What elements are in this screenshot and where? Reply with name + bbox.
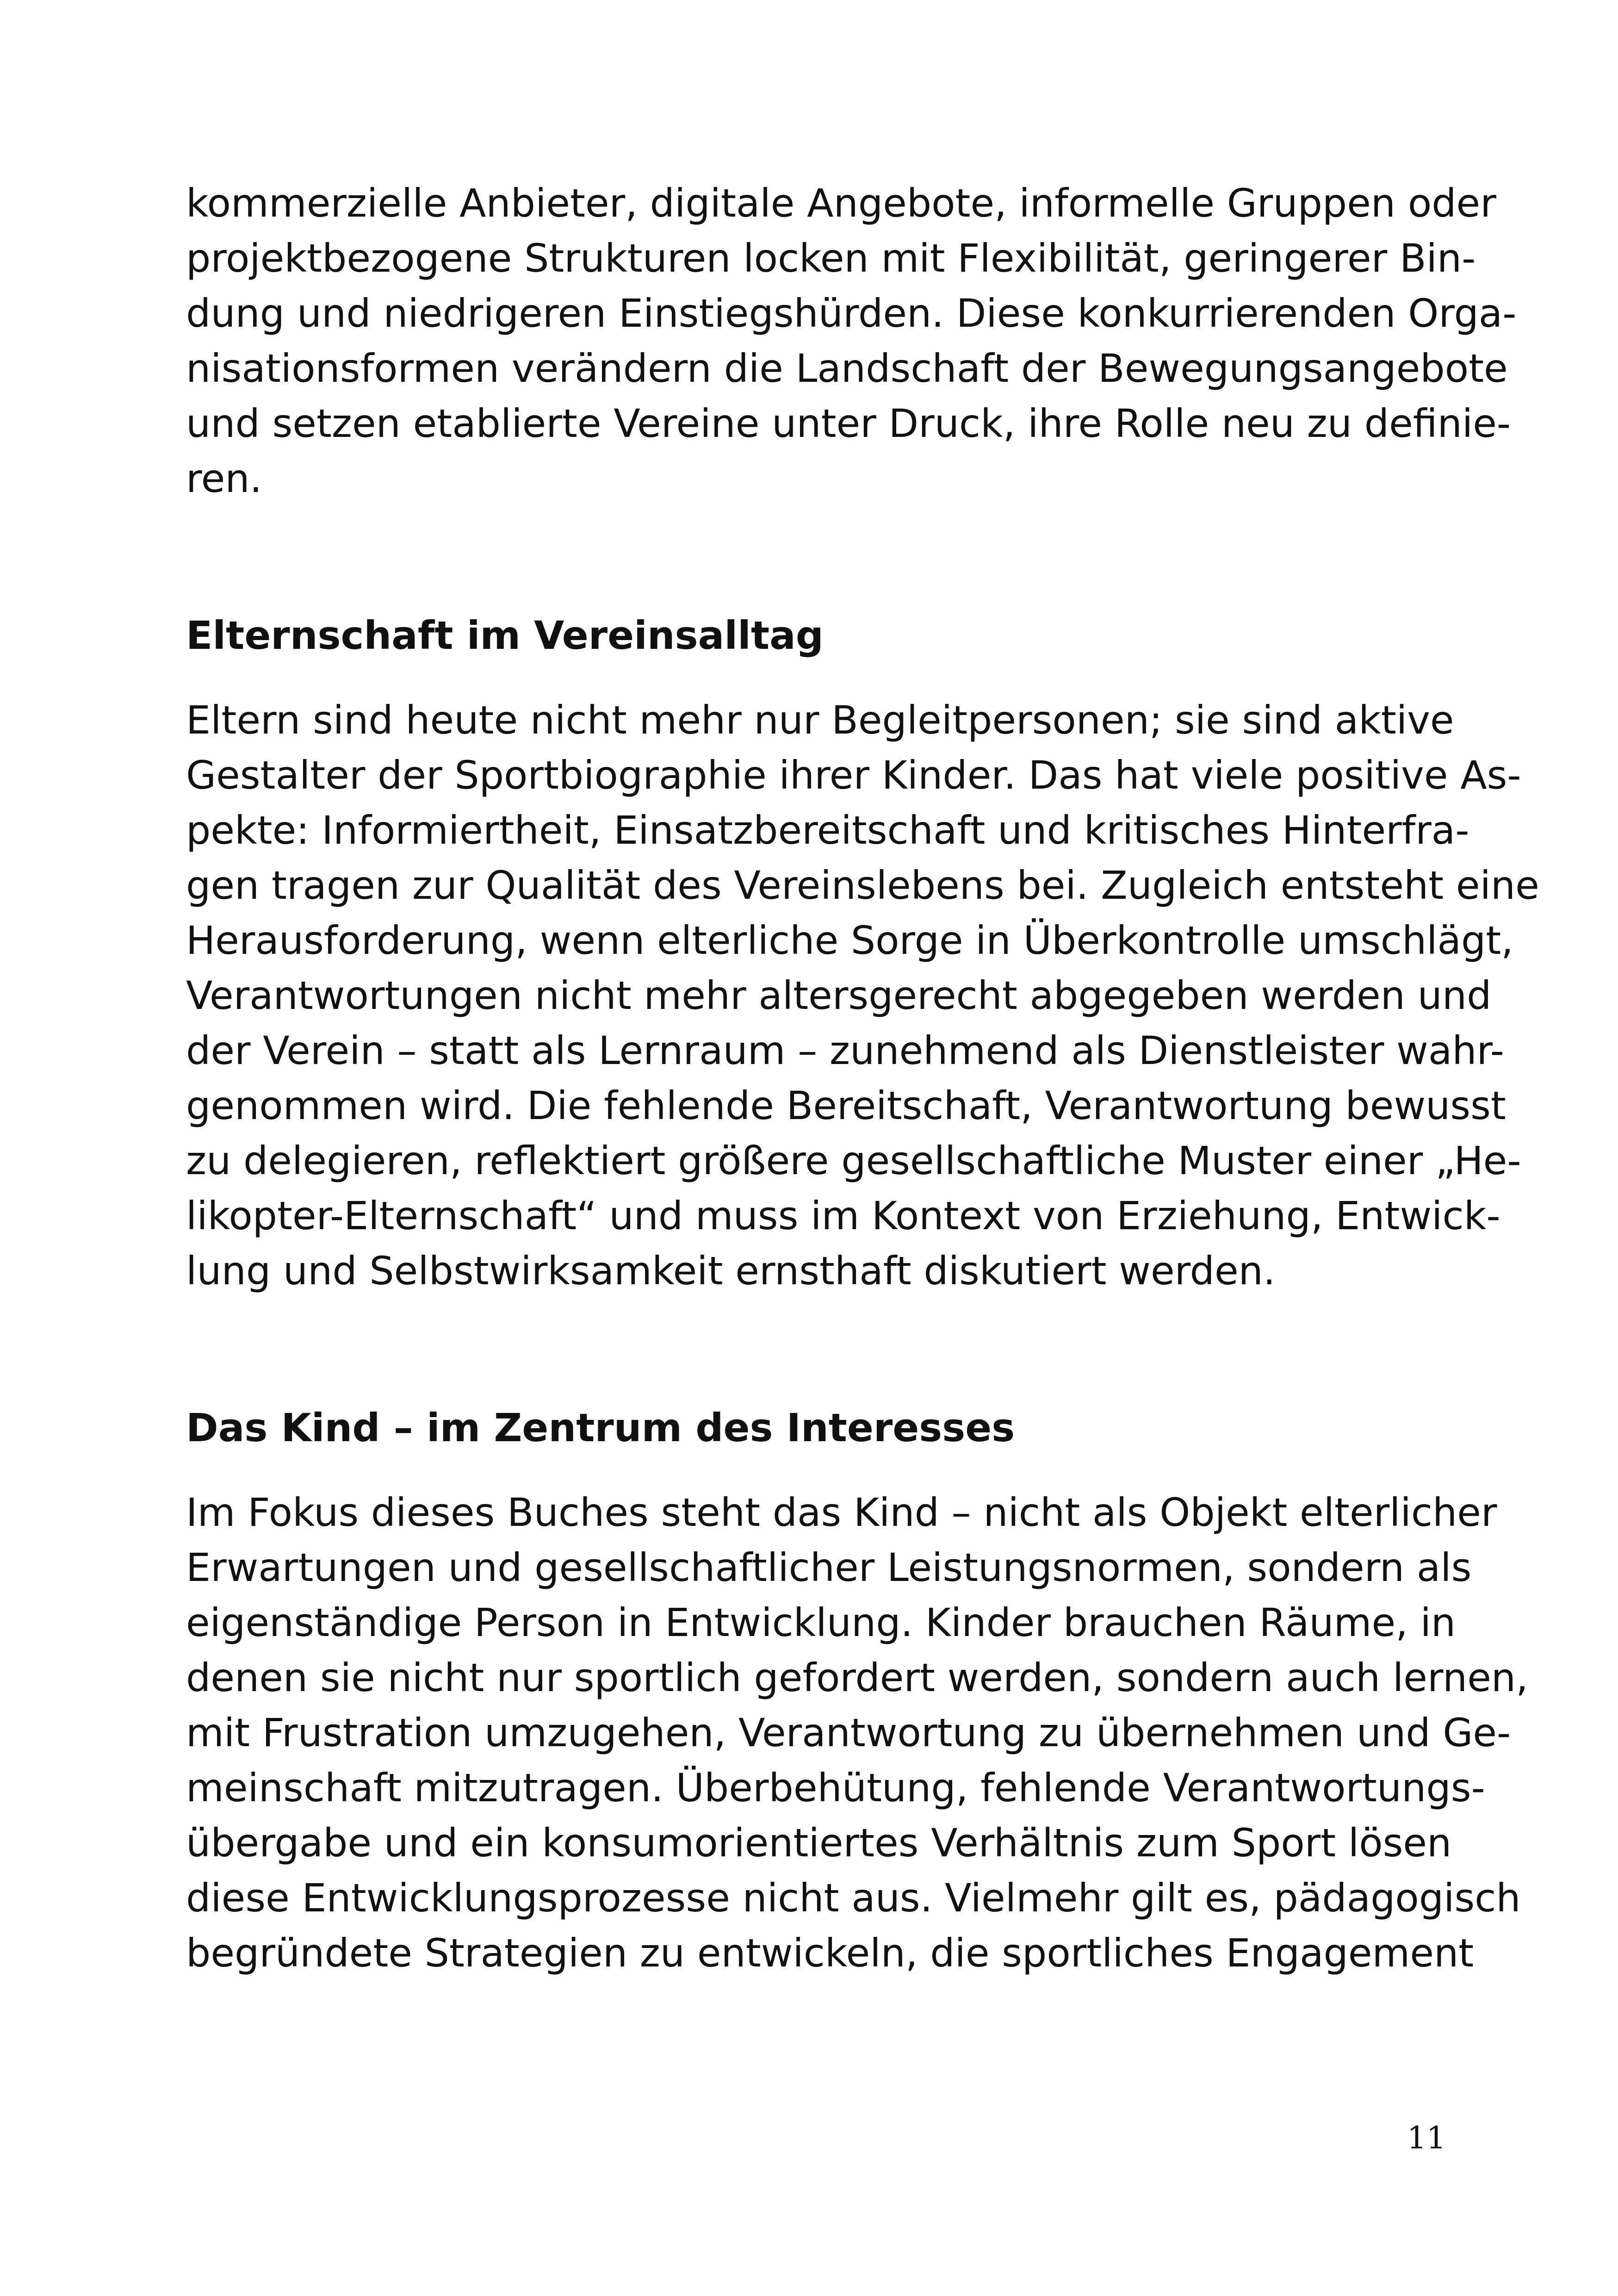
text-line: lung und Selbstwirksamkeit ernsthaft diskutiert werden. (186, 1248, 1276, 1294)
text-line: Eltern sind heute nicht mehr nur Begleitpersonen; sie sind aktive (186, 697, 1454, 743)
text-line: Im Fokus dieses Buches steht das Kind – nicht als Objekt elterlicher (186, 1490, 1497, 1535)
text-line: gen tragen zur Qualität des Vereinslebens bei. Zugleich entsteht eine (186, 863, 1539, 908)
text-line: denen sie nicht nur sportlich gefordert werden, sondern auch lernen, (186, 1655, 1528, 1700)
text-line: Verantwortungen nicht mehr altersgerecht abgegeben werden und (186, 973, 1492, 1018)
paragraph-das-kind (186, 1485, 1528, 1981)
text-line: Herausforderung, wenn elterliche Sorge in Überkontrolle umschlägt, (186, 918, 1513, 963)
section-heading-elternschaft: Elternschaft im Vereinsalltag (186, 613, 824, 658)
text-line: Erwartungen und gesellschaftlicher Leistungsnormen, sondern als (186, 1545, 1472, 1590)
text-line: dung und niedrigeren Einstiegshürden. Diese konkurrierenden Orga- (186, 291, 1517, 336)
text-line: mit Frustration umzugehen, Verantwortung zu übernehmen und Ge- (186, 1710, 1511, 1755)
text-line: begründete Strategien zu entwickeln, die sportliches Engagement (186, 1930, 1474, 1976)
text-line: der Verein – statt als Lernraum – zunehmend als Dienstleister wahr- (186, 1028, 1505, 1073)
text-line: Gestalter der Sportbiographie ihrer Kinder. Das hat viele positive As- (186, 753, 1521, 798)
text-line: diese Entwicklungsprozesse nicht aus. Vielmehr gilt es, pädagogisch (186, 1875, 1521, 1921)
text-line: eigenständige Person in Entwicklung. Kinder brauchen Räume, in (186, 1600, 1456, 1645)
text-line: und setzen etablierte Vereine unter Druck, ihre Rolle neu zu definie- (186, 401, 1511, 446)
text-line: genommen wird. Die fehlende Bereitschaft, Verantwortung bewusst (186, 1083, 1506, 1128)
paragraph-intro-continued (186, 176, 1517, 506)
paragraph-elternschaft (186, 693, 1539, 1299)
text-line: pekte: Informiertheit, Einsatzbereitschaft und kritisches Hinterfra- (186, 808, 1469, 853)
text-line: übergabe und ein konsumorientiertes Verhältnis zum Sport lösen (186, 1820, 1452, 1866)
section-heading-das-kind: Das Kind – im Zentrum des Interesses (186, 1405, 1015, 1450)
text-line: nisationsformen verändern die Landschaft der Bewegungsangebote (186, 346, 1508, 391)
text-line: projektbezogene Strukturen locken mit Flexibilität, geringerer Bin- (186, 236, 1476, 281)
text-line: meinschaft mitzutragen. Überbehütung, fehlende Verantwortungs- (186, 1765, 1485, 1811)
text-line: zu delegieren, reflektiert größere gesellschaftliche Muster einer „He- (186, 1138, 1521, 1183)
page-number: 11 (1407, 2120, 1446, 2156)
text-line: ren. (186, 456, 262, 501)
text-line: likopter-Elternschaft“ und muss im Kontext von Erziehung, Entwick- (186, 1193, 1500, 1238)
page-body (186, 176, 1539, 1981)
text-line: kommerzielle Anbieter, digitale Angebote, informelle Gruppen oder (186, 180, 1496, 226)
